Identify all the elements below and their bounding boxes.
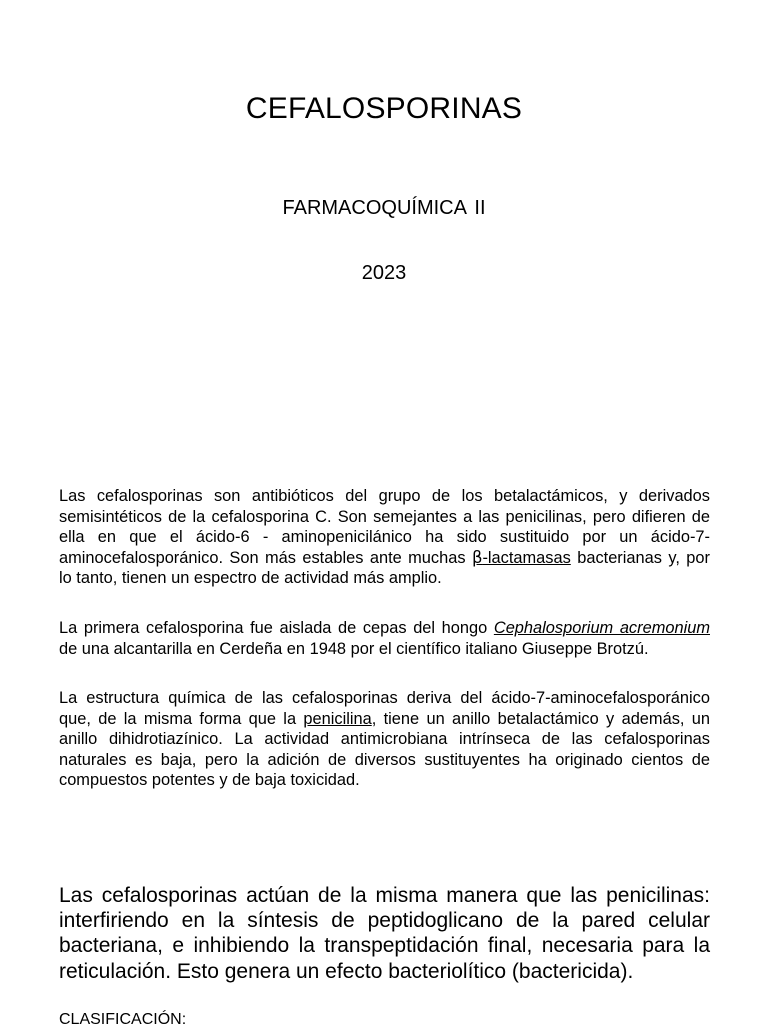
beta-lactamasas-link[interactable] bbox=[472, 549, 571, 567]
paragraph-intro-text: Las cefalosporinas son antibióticos del grupo de los betalactámicos, y derivados semisintéticos de la cefalosporina C. Son semejantes a las penicilinas, pero difieren de ella en que el ácido-6 - aminopenicilánico ha sido sustituido por un ácido-7-aminocefalosporánico. Son más estables ante muchas bbox=[59, 487, 710, 567]
paragraph-history-text: La primera cefalosporina fue aislada de cepas del hongo bbox=[59, 619, 494, 637]
penicilina-link[interactable]: penicilina bbox=[303, 709, 372, 728]
paragraph-structure-text-end: , tiene un anillo betalactámico y además, un anillo dihidrotiazínico. La actividad antimicrobiana intrínseca de las cefalosporinas naturales es baja, pero la adición de diversos sustituyentes ha originado cientos de compuestos potentes y de baja toxicidad. bbox=[59, 709, 710, 790]
document-title: CEFALOSPORINAS bbox=[245, 92, 523, 125]
paragraph-history bbox=[59, 618, 710, 659]
course-subtitle: FARMACOQUÍMICA II bbox=[282, 197, 486, 219]
paragraph-structure bbox=[59, 688, 710, 791]
paragraph-mechanism: Las cefalosporinas actúan de la misma manera que las penicilinas: interfiriendo en la síntesis de peptidoglicano de la pared celular bacteriana, e inhibiendo la transpeptidación final, necesaria para la reticulación. Esto genera un efecto bacteriolítico (bactericida). bbox=[59, 884, 710, 983]
lactamasas-text: -lactamasas bbox=[482, 548, 571, 567]
paragraph-structure-text: La estructura química de las cefalosporinas deriva del ácido-7-aminocefalosporánico que, de la misma forma que la bbox=[59, 689, 710, 728]
document-year: 2023 bbox=[361, 262, 407, 284]
beta-symbol: β bbox=[471, 547, 483, 567]
paragraph-intro-text-end: bacterianas y, por lo tanto, tienen un espectro de actividad más amplio. bbox=[59, 548, 711, 588]
section-heading-clasificacion: CLASIFICACIÓN: bbox=[59, 1011, 187, 1028]
paragraph-intro bbox=[59, 486, 710, 589]
cephalosporium-link[interactable]: Cephalosporium acremonium bbox=[493, 619, 710, 637]
paragraph-history-text-end: de una alcantarilla en Cerdeña en 1948 por el científico italiano Giuseppe Brotzú. bbox=[59, 639, 649, 658]
